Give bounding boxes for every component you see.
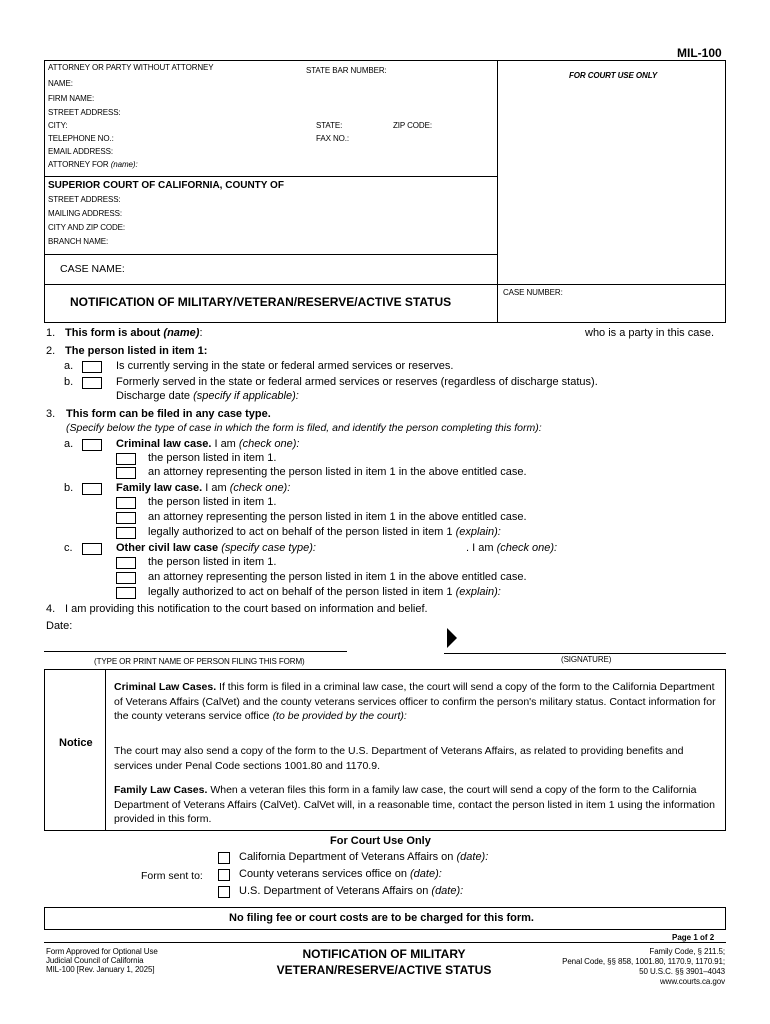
item3a-text xyxy=(116,438,299,450)
header-vertical-divider xyxy=(497,60,498,322)
notice-divider xyxy=(105,669,106,831)
court-use-title: For Court Use Only xyxy=(330,835,431,847)
item3b-opt1-text: the person listed in item 1. xyxy=(148,496,277,508)
court-city-zip-label: CITY AND ZIP CODE: xyxy=(48,223,126,232)
court-use-calvet-text xyxy=(239,851,488,863)
court-mailing-label: MAILING ADDRESS: xyxy=(48,209,122,218)
item4-text: I am providing this notification to the court based on information and belief. xyxy=(65,603,428,615)
item3a-opt1-checkbox[interactable] xyxy=(116,453,136,465)
email-label: EMAIL ADDRESS: xyxy=(48,147,113,156)
court-street-label: STREET ADDRESS: xyxy=(48,195,121,204)
attorney-label: ATTORNEY OR PARTY WITHOUT ATTORNEY xyxy=(48,63,214,72)
court-use-usva-text xyxy=(239,885,463,897)
family-i-am: I am xyxy=(205,482,227,494)
zip-label: ZIP CODE: xyxy=(393,121,432,130)
notice-paragraph-va: The court may also send a copy of the form to the U.S. Department of Veterans Affairs, as related to providing benefits and services under Penal Code sections 1001.80 and 1170.9. xyxy=(114,745,684,772)
item3c-am xyxy=(466,542,557,554)
item2a-checkbox[interactable] xyxy=(82,361,102,373)
item1-number: 1. xyxy=(46,327,56,339)
page-number: Page 1 of 2 xyxy=(672,933,715,942)
item4-number: 4. xyxy=(46,603,56,615)
court-use-county-text xyxy=(239,868,442,880)
item3b-checkbox[interactable] xyxy=(82,483,102,495)
footer-left xyxy=(46,947,158,974)
telephone-label: TELEPHONE NO.: xyxy=(48,134,114,143)
court-branch-label: BRANCH NAME: xyxy=(48,237,109,246)
item3c-letter: c. xyxy=(64,542,73,554)
footer-website-link[interactable]: www.courts.ca.gov xyxy=(660,977,725,986)
city-label: CITY: xyxy=(48,121,68,130)
footer-title xyxy=(268,946,500,978)
item2a-text: Is currently serving in the state or federal armed services or reserves. xyxy=(116,360,454,372)
item3c-opt1-checkbox[interactable] xyxy=(116,557,136,569)
item3-text: This form can be filed in any case type. xyxy=(66,408,271,420)
footer-rule xyxy=(44,942,726,943)
item2b-checkbox[interactable] xyxy=(82,377,102,389)
item3b-text xyxy=(116,482,290,494)
court-use-label: FOR COURT USE ONLY xyxy=(569,71,658,80)
item3b-opt2-checkbox[interactable] xyxy=(116,512,136,524)
item3a-checkbox[interactable] xyxy=(82,439,102,451)
notice-paragraph-family xyxy=(114,783,720,827)
item3a-opt2-text: an attorney representing the person listed in item 1 in the above entitled case. xyxy=(148,466,527,478)
item2b-text: Formerly served in the state or federal armed services or reserves (regardless of discharge status). xyxy=(116,376,598,388)
item1-colon: : xyxy=(199,327,203,339)
form-sent-to-label: Form sent to: xyxy=(141,870,203,882)
criminal-check-one: (check one): xyxy=(238,438,300,450)
calvet-text: California Department of Veterans Affairs on xyxy=(239,851,454,863)
item3-number: 3. xyxy=(46,408,56,420)
firm-label: FIRM NAME: xyxy=(48,94,95,103)
item3a-letter: a. xyxy=(64,438,74,450)
item1-text xyxy=(65,327,203,339)
state-bar-label: STATE BAR NUMBER: xyxy=(306,66,387,75)
case-number-label: CASE NUMBER: xyxy=(503,288,563,297)
footer-usc: 50 U.S.C. §§ 3901–4043 xyxy=(639,967,725,976)
court-title: SUPERIOR COURT OF CALIFORNIA, COUNTY OF xyxy=(48,180,284,191)
footer-revision: MIL-100 [Rev. January 1, 2025] xyxy=(46,965,155,974)
other-civil-label: Other civil law case xyxy=(116,542,219,554)
item3c-opt1-text: the person listed in item 1. xyxy=(148,556,277,568)
footer-title-line2: VETERAN/RESERVE/ACTIVE STATUS xyxy=(276,963,492,977)
footer-right xyxy=(520,947,725,987)
footer-family-code: Family Code, § 211.5; xyxy=(649,947,725,956)
discharge-date-hint: (specify if applicable): xyxy=(193,390,299,402)
criminal-cases-heading: Criminal Law Cases. xyxy=(114,681,217,693)
attorney-for-name-hint: (name): xyxy=(110,160,138,169)
case-name-label: CASE NAME: xyxy=(60,263,125,275)
footer-title-line1: NOTIFICATION OF MILITARY xyxy=(302,947,466,961)
item3c-opt2-checkbox[interactable] xyxy=(116,572,136,584)
other-authorized-text: legally authorized to act on behalf of the person listed in item 1 xyxy=(148,586,453,598)
item2b-discharge xyxy=(116,390,299,402)
item3c-checkbox[interactable] xyxy=(82,543,102,555)
form-id: MIL-100 xyxy=(677,46,722,60)
item3c-opt2-text: an attorney representing the person listed in item 1 in the above entitled case. xyxy=(148,571,527,583)
item3a-opt2-checkbox[interactable] xyxy=(116,467,136,479)
other-check-one: (check one): xyxy=(496,542,558,554)
item1-label: This form is about xyxy=(65,327,161,339)
attorney-for-text: ATTORNEY FOR xyxy=(48,160,109,169)
case-name-bottom-border xyxy=(44,284,726,285)
criminal-cases-hint: (to be provided by the court): xyxy=(272,710,407,722)
footer-council: Judicial Council of California xyxy=(46,956,144,965)
header-left-border xyxy=(44,60,45,322)
item2b-letter: b. xyxy=(64,376,74,388)
criminal-cases-text: If this form is filed in a criminal law case, the court will send a copy of the form to the California Department of Veterans Affairs (CalVet) and the county veterans services officer to confirm the person's military status. Contact information for the county veterans service office xyxy=(114,681,716,722)
item1-right-text: who is a party in this case. xyxy=(585,327,715,339)
court-use-usva-checkbox[interactable] xyxy=(218,886,230,898)
signature-arrow-icon xyxy=(446,627,458,649)
court-use-calvet-checkbox[interactable] xyxy=(218,852,230,864)
item2-number: 2. xyxy=(46,345,56,357)
usva-text: U.S. Department of Veterans Affairs on xyxy=(239,885,429,897)
item3b-opt2-text: an attorney representing the person listed in item 1 in the above entitled case. xyxy=(148,511,527,523)
item3-spec: (Specify below the type of case in which the form is filed, and identify the person completing this form): xyxy=(66,422,542,434)
fee-notice-text: No filing fee or court costs are to be charged for this form. xyxy=(229,912,534,924)
calvet-date-hint: (date): xyxy=(456,851,489,863)
item3b-letter: b. xyxy=(64,482,74,494)
item2-text: The person listed in item 1: xyxy=(65,345,208,357)
item3b-opt3-checkbox[interactable] xyxy=(116,527,136,539)
other-explain-hint: (explain): xyxy=(455,586,501,598)
state-label: STATE: xyxy=(316,121,343,130)
other-i-am: . I am xyxy=(466,542,494,554)
header-right-border xyxy=(725,60,726,322)
notice-paragraph-criminal xyxy=(114,680,720,724)
signature-line[interactable] xyxy=(444,653,726,654)
item2a-letter: a. xyxy=(64,360,74,372)
item3b-opt1-checkbox[interactable] xyxy=(116,497,136,509)
usva-date-hint: (date): xyxy=(431,885,464,897)
item3c-opt3-checkbox[interactable] xyxy=(116,587,136,599)
item3b-opt3-text xyxy=(148,526,501,538)
footer-approved: Form Approved for Optional Use xyxy=(46,947,158,956)
title-bottom-border xyxy=(44,322,726,323)
family-cases-heading: Family Law Cases. xyxy=(114,784,208,796)
criminal-law-label: Criminal law case. xyxy=(116,438,212,450)
county-date-hint: (date): xyxy=(410,868,442,880)
date-label: Date: xyxy=(46,620,73,632)
item1-name-hint: (name) xyxy=(163,327,200,339)
form-title: NOTIFICATION OF MILITARY/VETERAN/RESERVE/ACTIVE STATUS xyxy=(70,295,452,309)
family-explain-hint: (explain): xyxy=(455,526,501,538)
family-law-label: Family law case. xyxy=(116,482,203,494)
court-use-county-checkbox[interactable] xyxy=(218,869,230,881)
family-authorized-text: legally authorized to act on behalf of the person listed in item 1 xyxy=(148,526,453,538)
criminal-i-am: I am xyxy=(214,438,236,450)
street-label: STREET ADDRESS: xyxy=(48,108,121,117)
item3c-text xyxy=(116,542,316,554)
fax-label: FAX NO.: xyxy=(316,134,349,143)
signature-label: (SIGNATURE) xyxy=(561,655,612,664)
family-check-one: (check one): xyxy=(229,482,291,494)
item3c-opt3-text xyxy=(148,586,501,598)
header-top-border xyxy=(44,60,726,61)
attorney-bottom-border xyxy=(44,176,497,177)
item3a-opt1-text: the person listed in item 1. xyxy=(148,452,277,464)
other-civil-spec: (specify case type): xyxy=(221,542,316,554)
print-name-label: (TYPE OR PRINT NAME OF PERSON FILING THIS FORM) xyxy=(94,657,305,666)
family-cases-text: When a veteran files this form in a family law case, the court will send a copy of the form to the California Department of Veterans Affairs (CalVet). CalVet will, in a reasonable time, contact the person listed in item 1 using the information provided in this form. xyxy=(114,784,715,825)
county-text: County veterans services office on xyxy=(239,868,407,880)
name-label: NAME: xyxy=(48,79,73,88)
attorney-for-label xyxy=(48,160,138,169)
notice-label: Notice xyxy=(59,737,93,749)
discharge-date-label: Discharge date xyxy=(116,390,190,402)
print-name-line[interactable] xyxy=(44,651,347,652)
footer-penal-code: Penal Code, §§ 858, 1001.80, 1170.9, 1170.91; xyxy=(562,957,725,966)
court-bottom-border xyxy=(44,254,497,255)
